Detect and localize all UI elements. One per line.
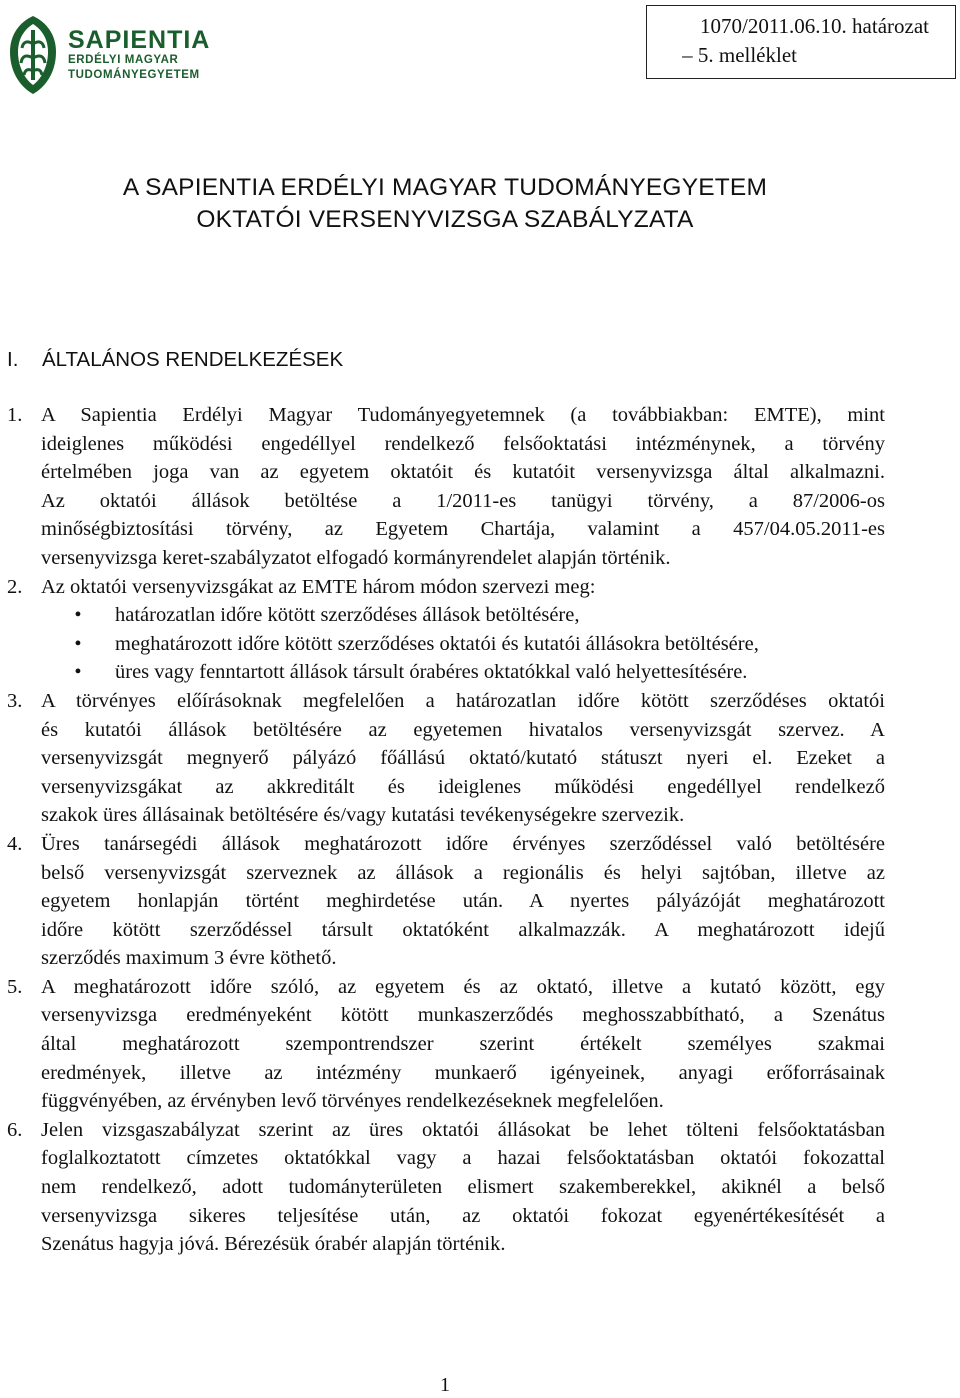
reference-line-2: – 5. melléklet bbox=[682, 43, 797, 67]
item-line: Jelen vizsgaszabályzat szerint az üres oktatói állásokat be lehet tölteni felsőoktatásban bbox=[41, 1118, 885, 1141]
sapientia-emblem-icon bbox=[8, 14, 58, 96]
item-line: versenyvizsgákat az akkreditált és ideiglenes működési engedéllyel rendelkező bbox=[41, 775, 885, 798]
bullet-item bbox=[41, 658, 885, 687]
reference-line-1: 1070/2011.06.10. határozat bbox=[699, 14, 929, 38]
list-item-6 bbox=[7, 1116, 885, 1259]
item-line: Az oktatói állások betöltése a 1/2011-es tanügyi törvény, a 87/2006-os bbox=[41, 489, 885, 512]
item-number: 6. bbox=[7, 1118, 23, 1141]
title-line-1: A SAPIENTIA ERDÉLYI MAGYAR TUDOMÁNYEGYETEM bbox=[122, 174, 768, 201]
item-line: szerződés maximum 3 évre köthető. bbox=[41, 947, 337, 970]
item-line: minőségbiztosítási törvény, az Egyetem Chartája, valamint a 457/04.05.2011-es bbox=[41, 518, 885, 541]
section-title: ÁLTALÁNOS RENDELKEZÉSEK bbox=[42, 348, 344, 371]
item-line: nem rendelkező, adott tudományterületen elismert szakemberekkel, akiknél a belső bbox=[41, 1176, 885, 1199]
item-line: egyetem honlapján történt meghirdetése után. A nyertes pályázóját meghatározott bbox=[41, 890, 885, 913]
section-heading bbox=[7, 348, 343, 372]
item-line: versenyvizsga sikeres teljesítése után, az oktatói fokozat egyenértékesítését a bbox=[41, 1204, 885, 1227]
item-line: Üres tanársegédi állások meghatározott időre érvényes szerződéssel való betöltésére bbox=[41, 832, 885, 855]
university-logo bbox=[8, 12, 222, 98]
list-item-2 bbox=[7, 573, 885, 687]
list-item-4 bbox=[7, 830, 885, 973]
logo-line-1: SAPIENTIA bbox=[68, 26, 211, 54]
bullet-icon: • bbox=[74, 661, 82, 684]
item-line: foglalkoztatott címzetes oktatókkal vagy a hazai felsőoktatásban oktatói fokozattal bbox=[41, 1147, 885, 1170]
item-number: 2. bbox=[7, 575, 23, 598]
item-line: A meghatározott időre szóló, az egyetem és az oktató, illetve a kutató között, egy bbox=[41, 975, 885, 998]
bullet-item bbox=[41, 601, 885, 630]
bullet-text: meghatározott időre kötött szerződéses oktatói és kutatói állásokra betöltésére, bbox=[115, 632, 759, 655]
item-line: és kutatói állások betöltésére az egyetemen hivatalos versenyvizsgát szervez. A bbox=[41, 718, 885, 741]
item-line: versenyvizsga eredményeként kötött munkaszerződés meghosszabbítható, a Szenátus bbox=[41, 1004, 885, 1027]
bullet-icon: • bbox=[74, 604, 82, 627]
document-title bbox=[0, 172, 890, 236]
list-item-3 bbox=[7, 687, 885, 830]
item-line: időre kötött szerződéssel társult oktatóként alkalmazzák. A meghatározott idejű bbox=[41, 918, 885, 941]
item-line: A törvényes előírásoknak megfelelően a határozatlan időre kötött szerződéses oktatói bbox=[41, 689, 885, 712]
item-line: belső versenyvizsgát szerveznek az állások a regionális és helyi sajtóban, illetve az bbox=[41, 861, 885, 884]
bullet-text: üres vagy fenntartott állások társult órabéres oktatókkal való helyettesítésére. bbox=[115, 661, 748, 684]
item-line: eredmények, illetve az intézmény munkaerő igényeinek, anyagi erőforrásainak bbox=[41, 1061, 885, 1084]
page-number: 1 bbox=[440, 1374, 450, 1396]
logo-line-3: TUDOMÁNYEGYETEM bbox=[68, 69, 200, 81]
item-line: ideiglenes működési engedéllyel rendelkező felsőoktatási intézménynek, a törvény bbox=[41, 432, 885, 455]
item-line: függvényében, az érvényben levő törvényes rendelkezéseknek megfelelően. bbox=[41, 1090, 664, 1113]
item-line: által meghatározott szempontrendszer szerint értékelt személyes szakmai bbox=[41, 1033, 885, 1056]
list-item-1 bbox=[7, 401, 885, 573]
section-number: I. bbox=[7, 348, 19, 371]
item-number: 1. bbox=[7, 404, 23, 426]
list-item-5 bbox=[7, 973, 885, 1116]
bullet-text: határozatlan időre kötött szerződéses állások betöltésére, bbox=[115, 604, 580, 627]
item-line: Szenátus hagyja jóvá. Bérezésük órabér alapján történik. bbox=[41, 1233, 506, 1256]
item-line: Az oktatói versenyvizsgákat az EMTE három módon szervezi meg: bbox=[41, 575, 596, 598]
bullet-icon: • bbox=[74, 632, 82, 655]
logo-line-2: ERDÉLYI MAGYAR bbox=[68, 54, 179, 66]
item-line: A Sapientia Erdélyi Magyar Tudományegyetemnek (a továbbiakban: EMTE), mint bbox=[41, 404, 885, 426]
bullet-item bbox=[41, 630, 885, 659]
reference-box bbox=[646, 5, 956, 79]
item-line: versenyvizsgát megnyerő pályázó főállású oktató/kutató státuszt nyeri el. Ezeket a bbox=[41, 747, 885, 770]
item-number: 5. bbox=[7, 975, 23, 998]
item-line: értelmében joga van az egyetem oktatóit és kutatóit versenyvizsga által alkalmazni. bbox=[41, 461, 885, 484]
item-line: versenyvizsga keret-szabályzatot elfogadó kormányrendelet alapján történik. bbox=[41, 546, 671, 569]
item-line: szakok üres állásainak betöltésére és/vagy kutatási tevékenységekre szervezik. bbox=[41, 804, 685, 827]
document-body bbox=[7, 401, 885, 1259]
item-number: 4. bbox=[7, 832, 23, 855]
logo-text bbox=[68, 27, 210, 83]
item-number: 3. bbox=[7, 689, 23, 712]
title-line-2: OKTATÓI VERSENYVIZSGA SZABÁLYZATA bbox=[196, 206, 694, 233]
